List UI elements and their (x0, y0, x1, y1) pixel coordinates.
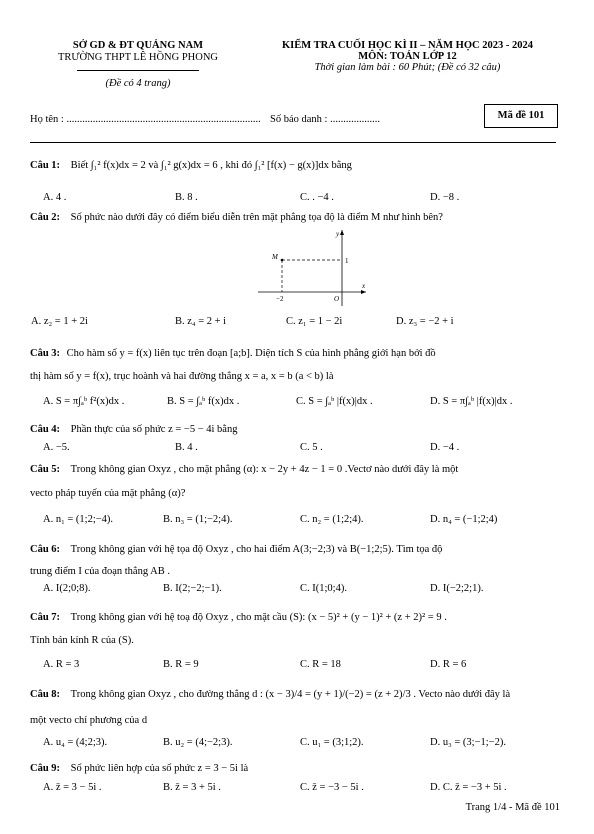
option-a[interactable]: A. −5. (43, 442, 70, 453)
question-label: Câu 4: (30, 424, 61, 435)
origin-label: O (334, 295, 340, 303)
question-3 (30, 347, 560, 361)
question-7 (30, 611, 560, 625)
option-d[interactable]: D. −8 . (430, 192, 460, 203)
option-d[interactable]: D. C. z̄ = −3 + 5i . (430, 782, 507, 793)
question-text: Trong không gian Oxyz , cho mặt phẳng (α): x − 2y + 4z − 1 = 0 .Vectơ nào dưới đây là một (70, 464, 459, 475)
student-number-field: Số báo danh : ................... (270, 114, 380, 125)
question-5-continued: vecto pháp tuyến của mặt phẳng (α)? (30, 488, 186, 499)
header-separator (30, 142, 556, 143)
question-9 (30, 762, 560, 776)
y-axis-label: y (336, 230, 340, 238)
question-6 (30, 543, 560, 557)
question-5 (30, 463, 560, 477)
option-c[interactable]: C. u₁ = (3;1;2). (300, 737, 364, 748)
question-text: Số phức nào dưới đây có điểm biểu diễn trên mặt phẳng tọa độ là điểm M như hình bên? (70, 212, 443, 223)
exam-title: KIỂM TRA CUỐI HỌC KÌ II – NĂM HỌC 2023 - 2024 (282, 40, 533, 51)
option-a[interactable]: A. 4 . (43, 192, 67, 203)
option-c[interactable]: C. R = 18 (300, 659, 341, 670)
question-text: Trong không gian với hệ toạ độ Oxyz , cho mặt cầu (S): (x − 5)² + (y − 1)² + (z + 2)² = 9 . (70, 612, 447, 623)
option-d[interactable]: D. n₄ = (−1;2;4) (430, 514, 498, 525)
option-c[interactable]: C. 5 . (300, 442, 323, 453)
school-header (38, 40, 238, 89)
option-d[interactable]: D. I(−2;2;1). (430, 583, 484, 594)
question-text: Phần thực của số phức z = −5 − 4i bằng (70, 424, 238, 435)
option-a[interactable]: A. I(2;0;8). (43, 583, 91, 594)
option-b[interactable]: B. z̄ = 3 + 5i . (163, 782, 221, 793)
option-b[interactable]: B. S = ∫ₐᵇ f(x)dx . (167, 396, 240, 407)
question-label: Câu 1: (30, 160, 61, 171)
exam-header (245, 40, 570, 73)
question-text: Trong không gian Oxyz , cho đường thẳng d : (x − 3)/4 = (y + 1)/(−2) = (z + 2)/3 . Vecto nào dưới đây là (70, 689, 511, 700)
option-c[interactable]: C. n₂ = (1;2;4). (300, 514, 364, 525)
question-label: Câu 5: (30, 464, 61, 475)
question-8-continued: một vecto chỉ phương của d (30, 715, 148, 726)
time-note: Thời gian làm bài : 60 Phút; (Đề có 32 câu) (314, 62, 501, 73)
option-c[interactable]: C. . −4 . (300, 192, 334, 203)
page-footer: Trang 1/4 - Mã đề 101 (465, 802, 560, 813)
question-label: Câu 2: (30, 212, 61, 223)
question-label: Câu 7: (30, 612, 61, 623)
option-a[interactable]: A. S = π∫ₐᵇ f²(x)dx . (43, 396, 125, 407)
y-tick-label: 1 (345, 257, 349, 265)
option-b[interactable]: B. u₂ = (4;−2;3). (163, 737, 233, 748)
question-2 (30, 211, 560, 225)
option-b[interactable]: B. I(2;−2;−1). (163, 583, 222, 594)
option-a[interactable]: A. R = 3 (43, 659, 80, 670)
option-d[interactable]: D. z₃ = −2 + i (396, 316, 454, 327)
question-text: Số phức liên hợp của số phức z = 3 − 5i là (70, 763, 249, 774)
option-c[interactable]: C. z̄ = −3 − 5i . (300, 782, 364, 793)
complex-plane-figure (258, 228, 368, 308)
school-name: TRƯỜNG THPT LÊ HỒNG PHONG (57, 52, 218, 63)
department-name: SỞ GD & ĐT QUẢNG NAM (72, 40, 204, 51)
option-b[interactable]: B. z₄ = 2 + i (175, 316, 227, 327)
question-text: Cho hàm số y = f(x) liên tục trên đoạn [a;b]. Diện tích S của hình phẳng giới hạn bởi đồ (66, 348, 436, 359)
question-8 (30, 688, 560, 702)
option-b[interactable]: B. R = 9 (163, 659, 199, 670)
x-axis-label: x (362, 282, 366, 290)
question-text: Trong không gian với hệ tọa độ Oxyz , cho hai điểm A(3;−2;3) và B(−1;2;5). Tìm tọa độ (70, 544, 443, 555)
option-b[interactable]: B. n₃ = (1;−2;4). (163, 514, 233, 525)
option-b[interactable]: B. 8 . (175, 192, 198, 203)
option-d[interactable]: D. S = π∫ₐᵇ |f(x)|dx . (430, 396, 513, 407)
question-label: Câu 9: (30, 763, 61, 774)
divider (77, 70, 199, 71)
option-a[interactable]: A. z̄ = 3 − 5i . (43, 782, 102, 793)
name-field: Họ tên : .......................................................................... (30, 114, 261, 125)
option-d[interactable]: D. u₃ = (3;−1;−2). (430, 737, 506, 748)
exam-code-box: Mã đề 101 (484, 104, 558, 128)
option-b[interactable]: B. 4 . (175, 442, 198, 453)
question-6-continued: trung điểm I của đoạn thẳng AB . (30, 566, 170, 577)
question-4 (30, 423, 560, 437)
question-3-continued: thị hàm số y = f(x), trục hoành và hai đường thẳng x = a, x = b (a < b) là (30, 371, 334, 382)
option-c[interactable]: C. z₁ = 1 − 2i (286, 316, 343, 327)
question-text: Biết ∫₁² f(x)dx = 2 và ∫₁² g(x)dx = 6 , khi đó ∫₁² [f(x) − g(x)]dx bằng (70, 160, 352, 171)
option-a[interactable]: A. z₂ = 1 + 2i (31, 316, 88, 327)
question-label: Câu 3: (30, 348, 61, 359)
x-tick-label: −2 (276, 295, 284, 303)
question-label: Câu 6: (30, 544, 61, 555)
option-a[interactable]: A. u₄ = (4;2;3). (43, 737, 108, 748)
pages-note: (Đề có 4 trang) (105, 78, 171, 89)
option-d[interactable]: D. −4 . (430, 442, 460, 453)
question-7-continued: Tính bán kính R của (S). (30, 635, 134, 646)
option-c[interactable]: C. I(1;0;4). (300, 583, 347, 594)
question-label: Câu 8: (30, 689, 61, 700)
subject: MÔN: TOÁN LỚP 12 (358, 51, 457, 62)
option-c[interactable]: C. S = ∫ₐᵇ |f(x)|dx . (296, 396, 373, 407)
point-label: M (272, 253, 278, 261)
option-d[interactable]: D. R = 6 (430, 659, 467, 670)
question-1 (30, 159, 560, 173)
option-a[interactable]: A. n₁ = (1;2;−4). (43, 514, 114, 525)
